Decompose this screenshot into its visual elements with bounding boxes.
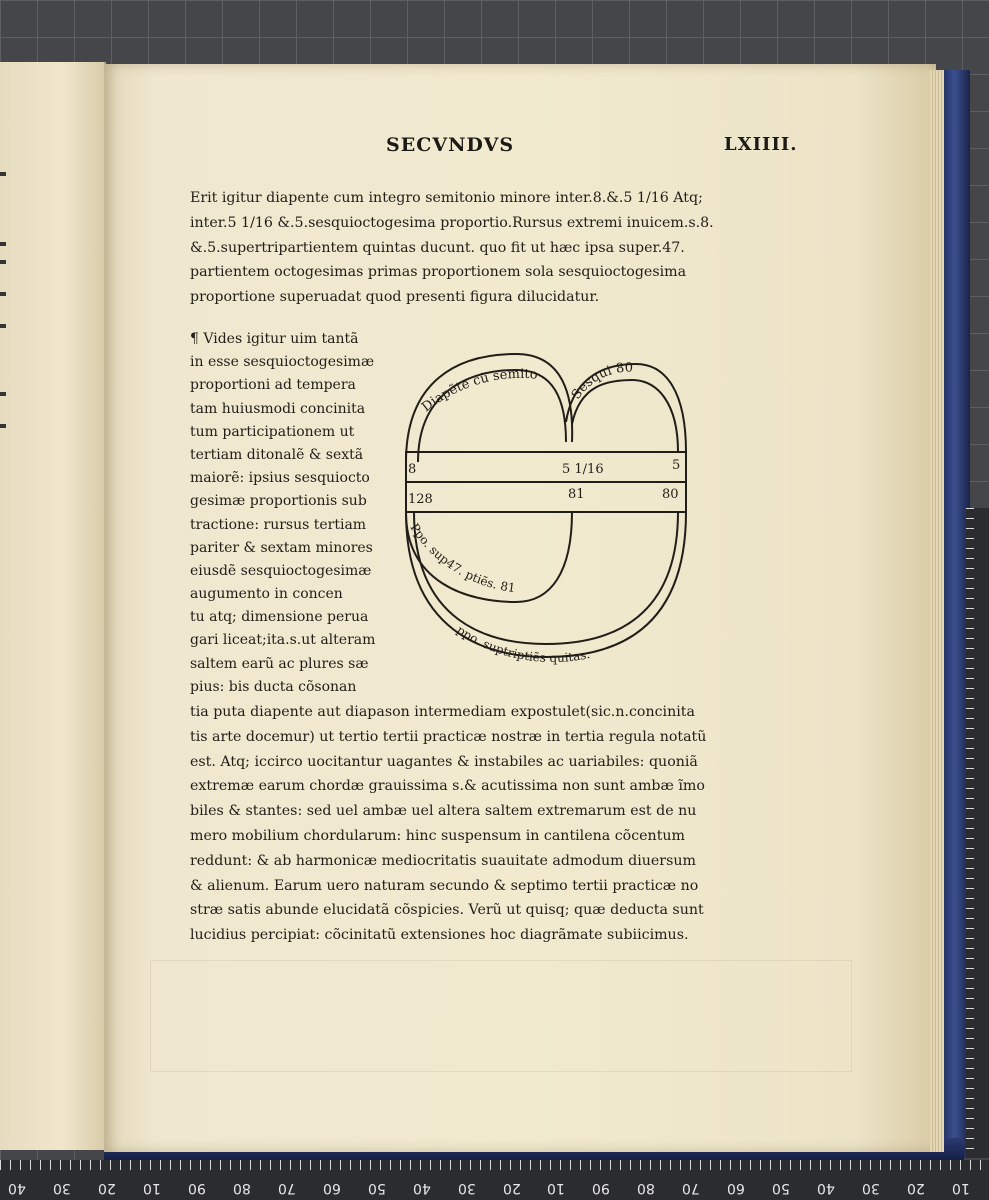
row1-mid-value: 5 1/16 bbox=[562, 462, 604, 477]
ruler-label: 20 bbox=[907, 1180, 925, 1196]
text-line-content: Vides igitur uim tantã bbox=[203, 331, 359, 347]
text-line: est. Atq; iccirco uocitantur uagantes & instabiles ac uariabiles: quoniã bbox=[190, 753, 698, 770]
arc-right-label: Sesqui 80 bbox=[568, 360, 634, 403]
ruler-label: 40 bbox=[8, 1180, 26, 1196]
ruler-label: 10 bbox=[952, 1180, 970, 1196]
ruler-label: 10 bbox=[143, 1180, 161, 1196]
row1-right-value: 5 bbox=[672, 458, 681, 473]
ruler-label: 60 bbox=[727, 1180, 745, 1196]
row1-left-value: 8 bbox=[408, 462, 417, 477]
ruler-label: 80 bbox=[637, 1180, 655, 1196]
text-line: tam huiusmodi concinita bbox=[190, 400, 366, 417]
ruler-label: 50 bbox=[368, 1180, 386, 1196]
ruler-label: 40 bbox=[817, 1180, 835, 1196]
folio-number: LXIIII. bbox=[724, 134, 798, 155]
ruler-label: 50 bbox=[772, 1180, 790, 1196]
text-line: tum participationem ut bbox=[190, 423, 355, 440]
outer-bottom-arc-1 bbox=[406, 512, 686, 657]
arc-inner-label: Ppo. sup47. ptiẽs. 81 bbox=[407, 520, 517, 596]
vertical-ruler bbox=[966, 508, 989, 1158]
text-line: mero mobilium chordularum: hinc suspensum in cantilena cõcentum bbox=[190, 827, 685, 844]
ruler-label: 40 bbox=[413, 1180, 431, 1196]
left-page-text-mark bbox=[0, 242, 6, 246]
text-line: tia puta diapente aut diapason intermediam expostulet(sic.n.concinita bbox=[190, 704, 695, 720]
outer-bottom-arc-2 bbox=[414, 512, 678, 644]
ruler-label: 30 bbox=[862, 1180, 880, 1196]
ruler-label: 90 bbox=[188, 1180, 206, 1196]
page-edges bbox=[930, 70, 944, 1152]
ruler-label: 30 bbox=[458, 1180, 476, 1196]
proportion-diagram bbox=[396, 352, 696, 682]
text-line: eiusdẽ sesquioctogesimæ bbox=[190, 562, 372, 579]
text-line: tis arte docemur) ut tertio tertii practicæ nostræ in tertia regula notatũ bbox=[190, 728, 707, 745]
text-line: in esse sesquioctogesimæ bbox=[190, 354, 375, 371]
ruler-label: 60 bbox=[323, 1180, 341, 1196]
text-line: lucidius percipiat: cõcinitatũ extensiones hoc diagrãmate subiicimus. bbox=[190, 927, 689, 944]
ruler-label: 80 bbox=[233, 1180, 251, 1196]
ruler-label: 10 bbox=[547, 1180, 565, 1196]
left-page-text-mark bbox=[0, 324, 6, 328]
text-line: proportioni ad tempera bbox=[190, 377, 356, 394]
ruler-label: 20 bbox=[503, 1180, 521, 1196]
band-row-1 bbox=[406, 452, 686, 482]
text-line: & alienum. Earum uero naturam secundo & septimo tertii practicæ no bbox=[190, 877, 699, 894]
side-paragraph bbox=[190, 328, 375, 699]
text-line: gesimæ proportionis sub bbox=[190, 493, 367, 510]
text-line: extremæ earum chordæ grauissima s.& acutissima non sunt ambæ ĩmo bbox=[190, 778, 705, 795]
left-page bbox=[0, 62, 106, 1150]
text-line: proportione superuadat quod presenti figura dilucidatur. bbox=[190, 289, 600, 306]
left-page-text-mark bbox=[0, 292, 6, 296]
text-line: tu atq; dimensione perua bbox=[190, 609, 369, 626]
arc-outer-label: ppo. suptriptiẽs quitas. bbox=[454, 622, 592, 666]
text-line: pius: bis ducta cõsonan bbox=[190, 678, 357, 695]
show-through-frame bbox=[150, 960, 852, 1072]
row2-left-value: 128 bbox=[408, 492, 433, 507]
left-page-text-mark bbox=[0, 172, 6, 176]
pilcrow-icon: ¶ bbox=[190, 331, 204, 347]
text-line: gari liceat;ita.s.ut alteram bbox=[190, 632, 376, 649]
bottom-paragraph bbox=[190, 700, 706, 948]
ruler-label: 90 bbox=[592, 1180, 610, 1196]
arc-left-label: Diapẽte cũ semito bbox=[419, 366, 539, 416]
text-line: pariter & sextam minores bbox=[190, 539, 373, 556]
text-line: &.5.supertripartientem quintas ducunt. quo fit ut hæc ipsa super.47. bbox=[190, 239, 685, 256]
text-line: maiorẽ: ipsius sesquiocto bbox=[190, 470, 370, 487]
text-line: tertiam ditonalẽ & sextã bbox=[190, 446, 364, 463]
running-head: SECVNDVS bbox=[386, 134, 515, 156]
top-paragraph bbox=[190, 186, 714, 310]
left-page-text-mark bbox=[0, 260, 6, 264]
text-line: augumento in concen bbox=[190, 586, 343, 603]
text-line: Erit igitur diapente cum integro semitonio minore inter.8.&.5 1/16 Atq; bbox=[190, 190, 703, 206]
ruler-label: 20 bbox=[98, 1180, 116, 1196]
left-page-text-mark bbox=[0, 392, 6, 396]
text-line: saltem earũ ac plures sæ bbox=[190, 655, 369, 672]
text-line bbox=[190, 328, 375, 351]
text-line: tractione: rursus tertiam bbox=[190, 516, 367, 533]
text-line: inter.5 1/16 &.5.sesquioctogesima proportio.Rursus extremi inuicem.s.8. bbox=[190, 214, 714, 231]
ruler-label: 70 bbox=[682, 1180, 700, 1196]
row2-mid-value: 81 bbox=[568, 487, 585, 502]
ruler-label: 30 bbox=[53, 1180, 71, 1196]
row2-right-value: 80 bbox=[662, 487, 679, 502]
text-line: biles & stantes: sed uel ambæ uel altera saltem extremarum est de nu bbox=[190, 803, 697, 820]
left-page-text-mark bbox=[0, 424, 6, 428]
text-line: stræ satis abunde elucidatã cõspicies. Verũ ut quisq; quæ deducta sunt bbox=[190, 902, 704, 919]
ruler-label: 70 bbox=[278, 1180, 296, 1196]
text-line: partientem octogesimas primas proportionem sola sesquioctogesima bbox=[190, 264, 687, 281]
band-row-2 bbox=[406, 482, 686, 512]
text-line: reddunt: & ab harmonicæ mediocritatis suauitate admodum diuersum bbox=[190, 852, 696, 869]
